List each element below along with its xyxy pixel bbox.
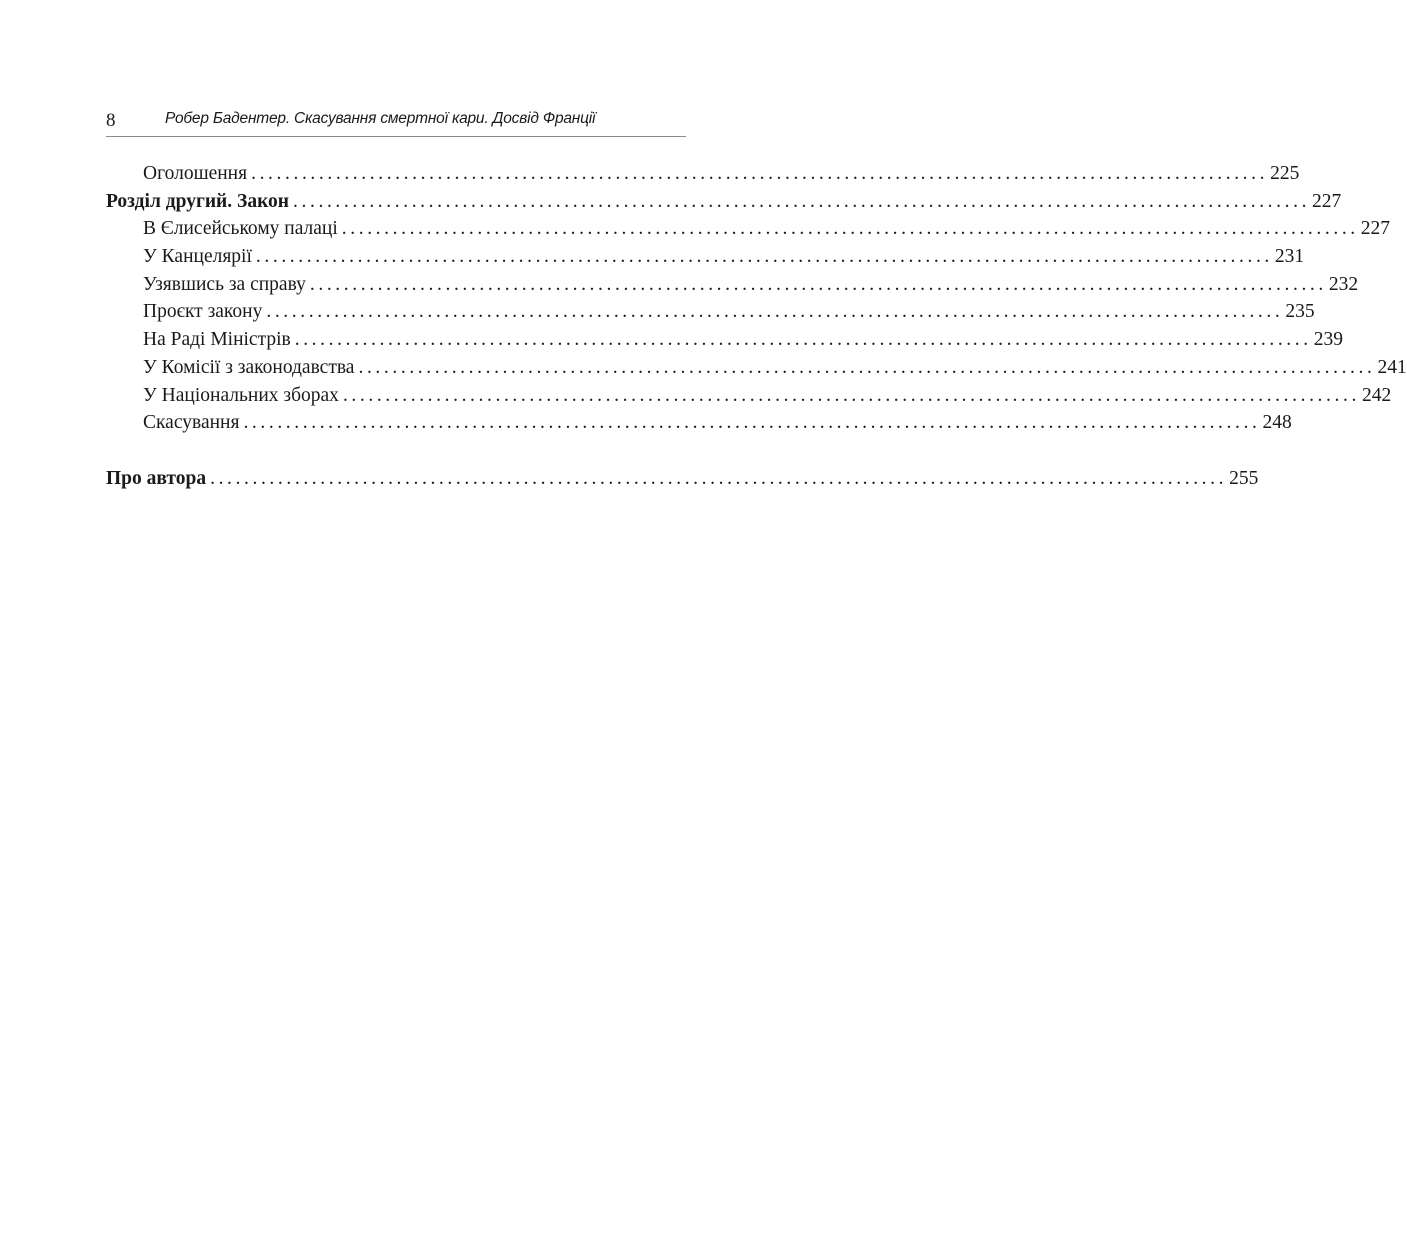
running-title: Робер Бадентер. Скасування смертної кари. Досвід Франції [165,110,596,127]
toc-entry-about-author[interactable] [106,465,1259,493]
toc-entry-title: Про автора [106,467,207,489]
toc-entry-page: 235 [1285,301,1315,323]
toc-entry-page: 242 [1361,384,1392,406]
toc-entry-page: 255 [1229,467,1259,489]
toc-leader-dots: ........................................................................................................................ [210,467,1228,489]
page-number: 8 [106,110,116,131]
toc-entry-page: 232 [1328,273,1359,295]
toc-entry-page: 225 [1270,163,1300,184]
toc-leader-dots: ........................................................................................................................ [341,218,1359,240]
toc-leader-dots: ........................................................................................................................ [342,384,1360,406]
running-header [106,106,686,137]
toc-leader-dots: ........................................................................................................................ [293,190,1311,212]
table-of-contents [106,160,1407,492]
toc-entry-page: 231 [1274,246,1305,268]
toc-entry-getting-to-work[interactable] [106,271,1359,299]
toc-entry-title: В Єлисейському палаці [143,218,338,240]
toc-leader-dots: ........................................................................................................................ [266,301,1284,323]
toc-entry-title: На Раді Міністрів [143,329,291,351]
toc-leader-dots: ........................................................................................................................ [294,329,1312,351]
toc-entry-title: У Канцелярії [143,246,252,268]
toc-entry-title: Скасування [143,412,240,434]
toc-entry-title: У Національних зборах [143,384,339,406]
toc-entry-announcement[interactable] [106,160,1300,188]
toc-entry-part-two[interactable] [106,188,1342,216]
toc-entry-page: 227 [1360,218,1391,240]
toc-entry-title: Розділ другий. Закон [106,190,290,212]
toc-entry-title: У Комісії з законодавства [143,356,355,378]
toc-entry-legislation-commission[interactable] [106,354,1407,382]
toc-entry-title: Узявшись за справу [143,273,306,295]
toc-entry-elysee[interactable] [106,215,1391,243]
toc-leader-dots: ........................................................................................................................ [255,246,1273,268]
toc-leader-dots: ........................................................................................................................ [243,412,1261,434]
toc-entry-draft-law[interactable] [106,298,1315,326]
toc-leader-dots: ........................................................................................................................ [358,356,1376,378]
toc-entry-page: 239 [1313,329,1343,351]
toc-entry-page: 227 [1312,190,1342,212]
toc-leader-dots: ........................................................................................................................ [309,273,1327,295]
toc-entry-national-assembly[interactable] [106,382,1392,410]
toc-entry-title: Проєкт закону [143,301,263,323]
toc-entry-page: 241 [1377,356,1407,378]
toc-leader-dots: ........................................................................................................................ [251,163,1269,184]
toc-entry-abolition[interactable] [106,409,1292,437]
toc-entry-page: 248 [1262,412,1292,434]
toc-entry-council-of-ministers[interactable] [106,326,1343,354]
toc-entry-title: Оголошення [143,163,248,184]
toc-entry-chancellery[interactable] [106,243,1305,271]
